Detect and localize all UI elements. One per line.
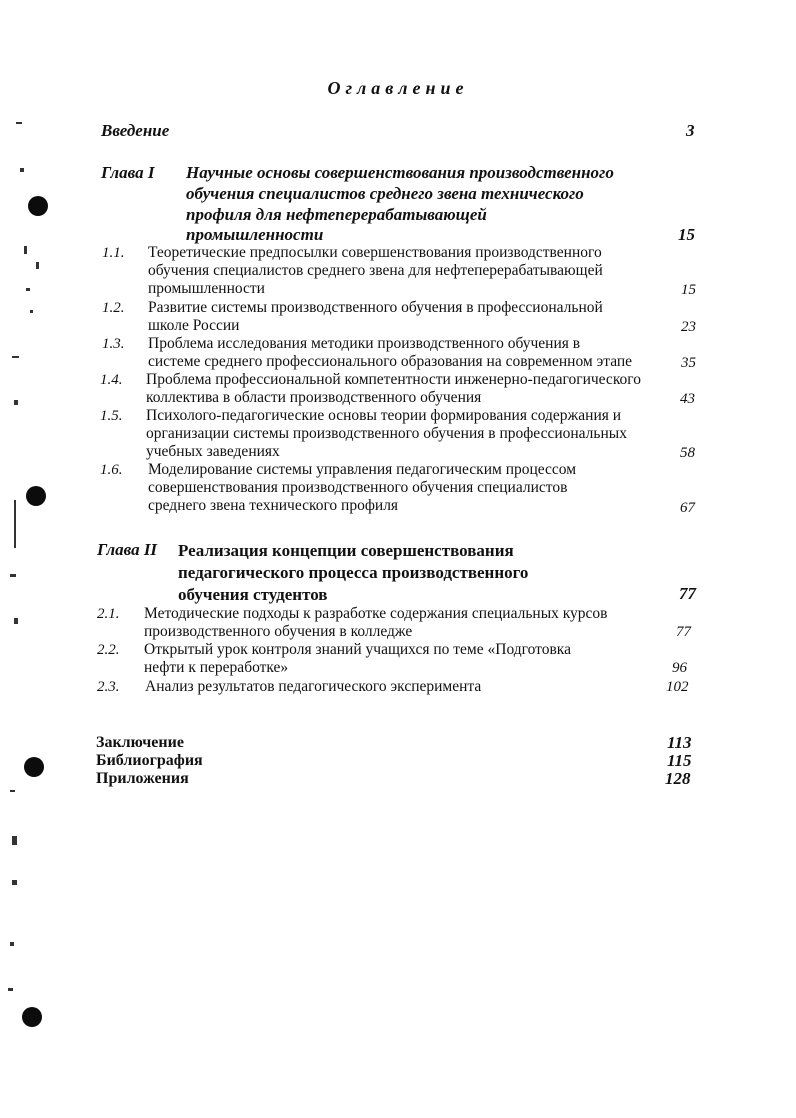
chapter1-title-line: обучения специалистов среднего звена технического: [186, 184, 584, 203]
appendices-page: 128: [665, 769, 691, 788]
section-line: совершенствования производственного обучения специалистов: [148, 479, 568, 496]
section-page: 23: [681, 319, 696, 335]
chapter2-label: Глава II: [97, 540, 158, 559]
scan-speck: [14, 500, 16, 548]
intro-label: Введение: [101, 121, 170, 140]
scan-speck: [8, 988, 13, 991]
section-line: Открытый урок контроля знаний учащихся по теме «Подготовка: [144, 641, 571, 658]
scan-speck: [36, 262, 39, 269]
section-page: 67: [680, 500, 695, 516]
section-line: Проблема профессиональной компетентности инженерно-педагогического: [146, 371, 642, 388]
section-line: обучения специалистов среднего звена для нефтеперерабатывающей: [148, 262, 603, 279]
scan-speck: [24, 246, 27, 254]
section-line: школе России: [148, 317, 240, 334]
section-number: 1.3.: [102, 336, 125, 352]
section-number: 2.1.: [97, 606, 120, 622]
section-line: среднего звена технического профиля: [148, 497, 399, 514]
section-line: нефти к переработке»: [144, 659, 289, 676]
chapter1-page: 15: [678, 225, 695, 244]
appendices-label: Приложения: [96, 770, 189, 787]
section-page: 58: [680, 445, 695, 461]
section-number: 1.4.: [100, 372, 123, 388]
scan-speck: [12, 880, 17, 885]
chapter1-title-line: промышленности: [186, 225, 324, 244]
punch-hole-4: [22, 1007, 42, 1027]
section-number: 1.5.: [100, 408, 123, 424]
section-page: 15: [681, 282, 696, 298]
section-page: 96: [672, 660, 687, 676]
scan-speck: [12, 836, 17, 845]
conclusion-page: 113: [667, 733, 692, 752]
scan-speck: [16, 122, 22, 124]
scan-speck: [10, 790, 15, 792]
section-line: коллектива в области производственного обучения: [146, 389, 482, 406]
section-number: 1.6.: [100, 462, 123, 478]
section-number: 2.3.: [97, 679, 120, 695]
bibliography-label: Библиография: [96, 752, 203, 769]
section-line: Психолого-педагогические основы теории формирования содержания и: [146, 407, 622, 424]
section-line: Проблема исследования методики производственного обучения в: [148, 335, 581, 352]
chapter1-title-line: профиля для нефтеперерабатывающей: [186, 205, 487, 224]
scan-speck: [14, 400, 18, 405]
punch-hole-1: [28, 196, 48, 216]
section-line: Теоретические предпосылки совершенствования производственного: [148, 244, 602, 261]
chapter1-title-line: Научные основы совершенствования производственного: [186, 163, 614, 182]
section-line: организации системы производственного обучения в профессиональных: [146, 425, 627, 442]
section-number: 2.2.: [97, 642, 120, 658]
section-page: 77: [676, 624, 691, 640]
section-number: 1.2.: [102, 300, 125, 316]
section-page: 102: [666, 679, 689, 695]
punch-hole-2: [26, 486, 46, 506]
scan-speck: [10, 942, 14, 946]
section-line: промышленности: [148, 280, 265, 297]
section-line: системе среднего профессионального образования на современном этапе: [148, 353, 633, 370]
section-line: Моделирование системы управления педагогическим процессом: [148, 461, 577, 478]
section-number: 1.1.: [102, 245, 125, 261]
chapter2-title-line: педагогического процесса производственного: [178, 563, 529, 582]
chapter2-page: 77: [679, 584, 696, 603]
scan-speck: [10, 574, 16, 577]
bibliography-page: 115: [667, 751, 692, 770]
scan-speck: [30, 310, 33, 313]
conclusion-label: Заключение: [96, 734, 184, 751]
toc-title: Оглавление: [327, 78, 469, 98]
section-line: производственного обучения в колледже: [144, 623, 413, 640]
intro-page: 3: [686, 121, 695, 140]
chapter2-title-line: обучения студентов: [178, 585, 328, 604]
scan-speck: [12, 356, 19, 358]
section-line: Методические подходы к разработке содержания специальных курсов: [144, 605, 608, 622]
section-line: учебных заведениях: [146, 443, 280, 460]
scan-speck: [20, 168, 24, 172]
section-page: 35: [681, 355, 696, 371]
section-line: Развитие системы производственного обучения в профессиональной: [148, 299, 603, 316]
chapter1-label: Глава I: [101, 163, 155, 182]
chapter2-title-line: Реализация концепции совершенствования: [178, 541, 514, 560]
scan-speck: [14, 618, 18, 624]
scan-speck: [26, 288, 30, 291]
section-page: 43: [680, 391, 695, 407]
section-line: Анализ результатов педагогического эксперимента: [145, 678, 482, 695]
punch-hole-3: [24, 757, 44, 777]
